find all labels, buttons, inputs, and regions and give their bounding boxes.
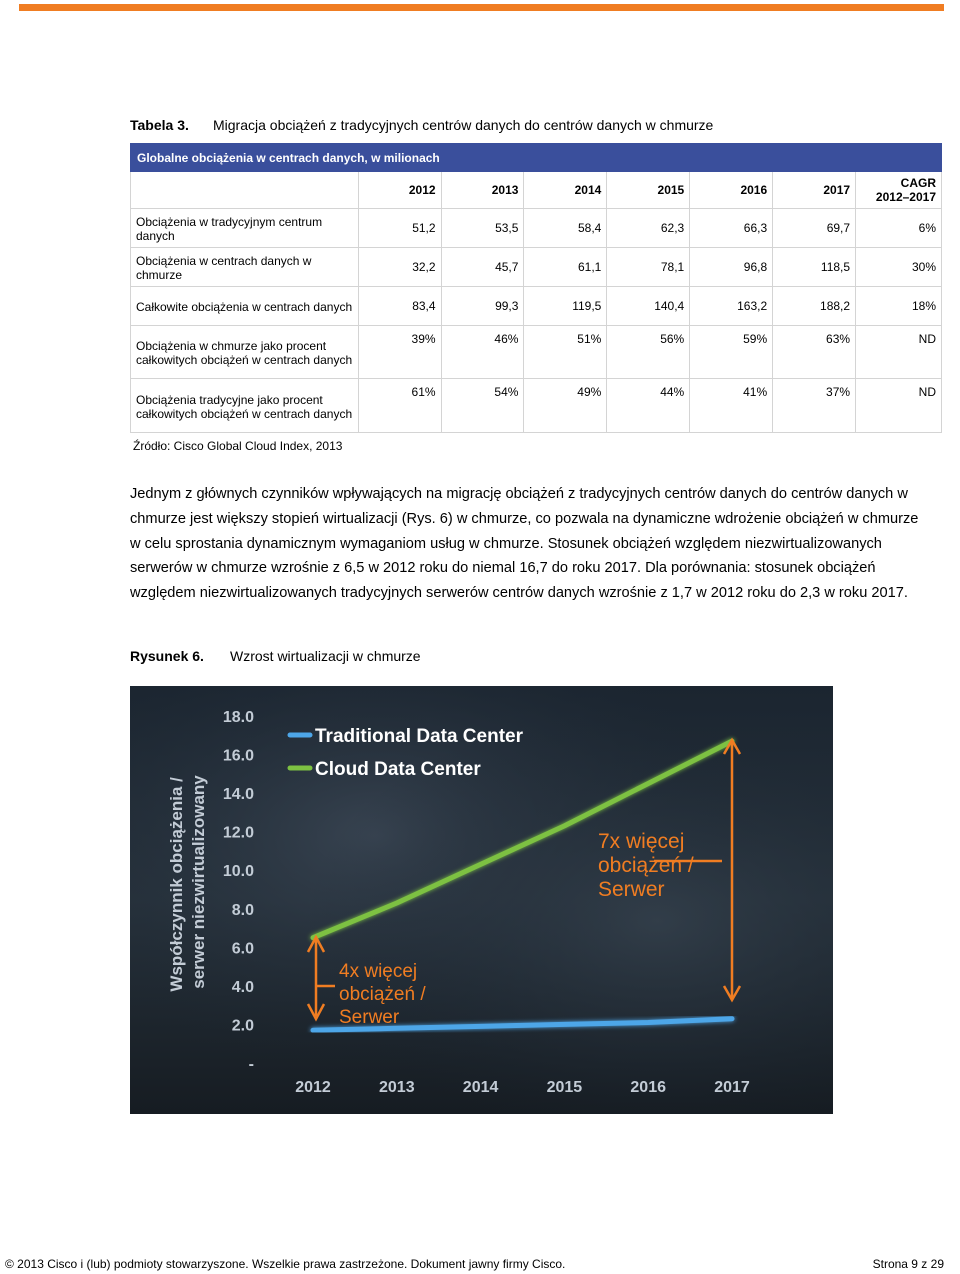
cagr-cell: 30% <box>856 248 942 287</box>
x-tick-label: 2016 <box>630 1079 666 1096</box>
table-cell: 37% <box>773 379 856 433</box>
y-tick-label: 16.0 <box>222 747 254 765</box>
table-cell: 61,1 <box>524 248 607 287</box>
row-label: Obciążenia w centrach danych w chmurze <box>131 248 359 287</box>
figure-title: Wzrost wirtualizacji w chmurze <box>230 648 421 664</box>
virtualization-chart <box>130 686 833 1114</box>
chart-svg <box>130 686 833 1114</box>
table-cell: 66,3 <box>690 209 773 248</box>
y-tick-label: 18.0 <box>222 709 254 726</box>
y-tick-label: 2.0 <box>231 1017 254 1035</box>
legend-label-cloud: Cloud Data Center <box>315 759 481 780</box>
table-header: Globalne obciążenia w centrach danych, w milionach <box>131 144 942 172</box>
table-cell: 54% <box>441 379 524 433</box>
y-tick-label: 10.0 <box>222 863 254 881</box>
figure-caption <box>130 648 421 664</box>
year-header: 2012 <box>358 172 441 209</box>
cagr-cell: 18% <box>856 287 942 326</box>
table-title: Migracja obciążeń z tradycyjnych centrów danych do centrów danych w chmurze <box>213 117 714 133</box>
table-cell: 53,5 <box>441 209 524 248</box>
table-cell: 69,7 <box>773 209 856 248</box>
annotation-line: Serwer <box>339 1007 400 1028</box>
table-row <box>131 248 942 287</box>
table-cell: 99,3 <box>441 287 524 326</box>
year-header: 2015 <box>607 172 690 209</box>
table-cell: 61% <box>358 379 441 433</box>
table-cell: 163,2 <box>690 287 773 326</box>
table-cell: 78,1 <box>607 248 690 287</box>
table-header-row <box>131 144 942 172</box>
x-tick-label: 2014 <box>462 1079 499 1096</box>
table-cell: 51% <box>524 326 607 379</box>
table-cell: 41% <box>690 379 773 433</box>
y-tick-label: 6.0 <box>231 940 254 958</box>
table-cell: 51,2 <box>358 209 441 248</box>
y-tick-label: 14.0 <box>222 786 254 804</box>
cagr-header-line2: 2012–2017 <box>875 190 936 204</box>
annotation-line: 4x więcej <box>339 961 418 982</box>
top-accent-bar <box>19 4 944 11</box>
table-cell: 188,2 <box>773 287 856 326</box>
empty-header-cell <box>131 172 359 209</box>
table-cell: 46% <box>441 326 524 379</box>
annotation-line: 7x więcej <box>598 830 685 853</box>
table-label: Tabela 3. <box>130 117 189 133</box>
year-header: 2014 <box>524 172 607 209</box>
cagr-cell: ND <box>856 379 942 433</box>
x-tick-label: 2017 <box>714 1079 750 1096</box>
x-tick-label: 2015 <box>546 1079 583 1096</box>
cagr-cell: 6% <box>856 209 942 248</box>
table-cell: 140,4 <box>607 287 690 326</box>
row-label: Całkowite obciążenia w centrach danych <box>131 287 359 326</box>
y-tick-label: 4.0 <box>231 978 254 996</box>
annotation-line: obciążeń / <box>339 984 426 1005</box>
y-tick-label: 8.0 <box>231 901 254 919</box>
cagr-header <box>856 172 942 209</box>
figure-label: Rysunek 6. <box>130 648 204 664</box>
x-tick-label: 2012 <box>295 1079 331 1096</box>
year-header: 2016 <box>690 172 773 209</box>
table-cell: 96,8 <box>690 248 773 287</box>
table-cell: 63% <box>773 326 856 379</box>
body-paragraph: Jednym z głównych czynników wpływających na migrację obciążeń z tradycyjnych centrów danych do centrów danych w chmurze jest większy stopień wirtualizacji (Rys. 6) w chmurze, co pozwala na dynamiczne wdrożenie obciążeń w chmurze w celu sprostania dynamicznym wymaganiom usług w chmurze. Stosunek obciążeń względem niezwirtualizowanych serwerów w chmurze wzrośnie z 6,5 w 2012 roku do niemal 16,7 do roku 2017. Dla porównania: stosunek obciążeń względem niezwirtualizowanych tradycyjnych serwerów centrów danych wzrośnie z 1,7 w 2012 roku do 2,3 w roku 2017. <box>130 486 919 602</box>
workload-table <box>130 143 942 433</box>
table-caption <box>130 117 713 133</box>
row-label: Obciążenia tradycyjne jako procent całkowitych obciążeń w centrach danych <box>131 379 359 433</box>
table-cell: 39% <box>358 326 441 379</box>
table-cell: 62,3 <box>607 209 690 248</box>
table-cell: 58,4 <box>524 209 607 248</box>
row-label: Obciążenia w tradycyjnym centrum danych <box>131 209 359 248</box>
year-header-row <box>131 172 942 209</box>
row-label: Obciążenia w chmurze jako procent całkowitych obciążeń w centrach danych <box>131 326 359 379</box>
table-cell: 118,5 <box>773 248 856 287</box>
table-row <box>131 326 942 379</box>
x-tick-label: 2013 <box>379 1079 415 1096</box>
y-tick-label: - <box>248 1056 254 1073</box>
table-cell: 119,5 <box>524 287 607 326</box>
table-row <box>131 287 942 326</box>
y-tick-label: 12.0 <box>222 824 254 842</box>
table-source: Źródło: Cisco Global Cloud Index, 2013 <box>133 439 343 453</box>
table-cell: 45,7 <box>441 248 524 287</box>
year-header: 2017 <box>773 172 856 209</box>
table-cell: 59% <box>690 326 773 379</box>
table-row <box>131 379 942 433</box>
cagr-cell: ND <box>856 326 942 379</box>
cagr-header-line1: CAGR <box>900 176 936 190</box>
annotation-line: obciążeń / <box>598 854 694 877</box>
table-cell: 32,2 <box>358 248 441 287</box>
y-axis-label: Współczynnik obciążenia / serwer niezwirtualizowany <box>167 775 208 992</box>
footer-copyright: © 2013 Cisco i (lub) podmioty stowarzyszone. Wszelkie prawa zastrzeżone. Dokument jawny firmy Cisco. <box>5 1257 566 1271</box>
table-cell: 49% <box>524 379 607 433</box>
table-cell: 56% <box>607 326 690 379</box>
table-row <box>131 209 942 248</box>
footer-page-number: Strona 9 z 29 <box>872 1257 944 1271</box>
legend-label-traditional: Traditional Data Center <box>315 726 523 747</box>
table-cell: 44% <box>607 379 690 433</box>
annotation-line: Serwer <box>598 878 665 901</box>
year-header: 2013 <box>441 172 524 209</box>
table-cell: 83,4 <box>358 287 441 326</box>
